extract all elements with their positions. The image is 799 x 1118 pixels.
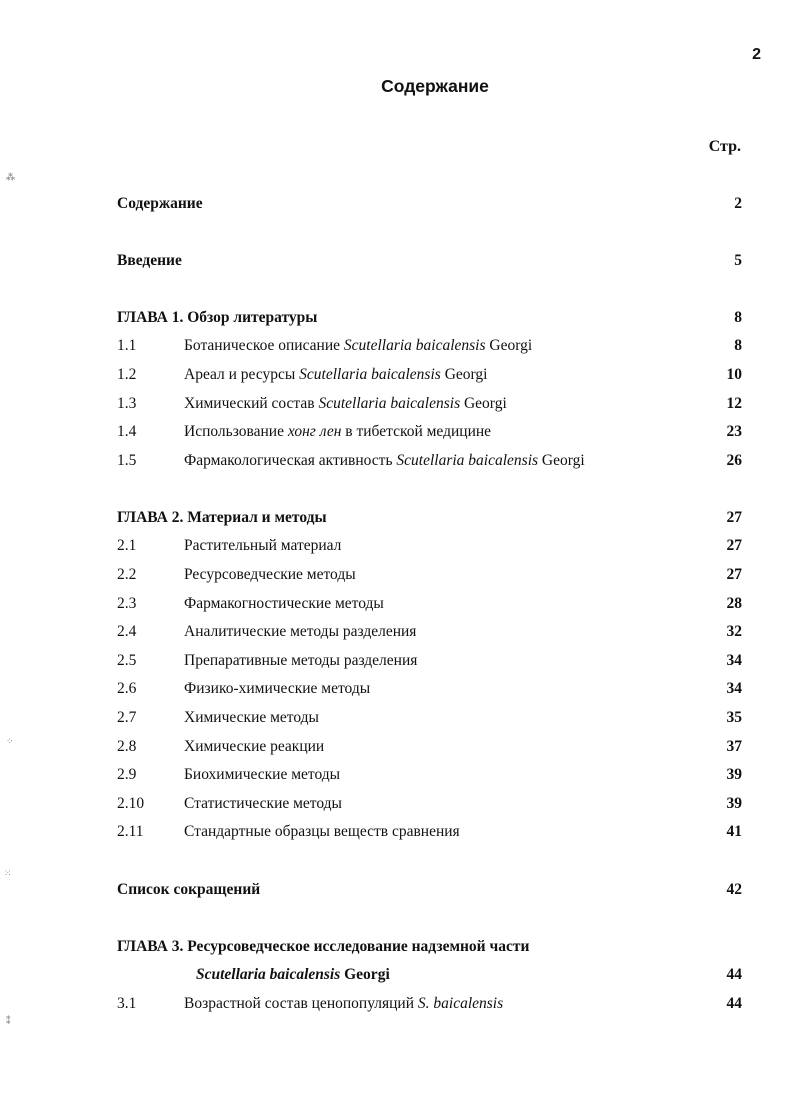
- toc-chapter-page: 8: [734, 309, 742, 326]
- toc-item-label: Химические реакции: [184, 738, 325, 755]
- toc-item-page: 34: [726, 652, 742, 669]
- toc-item-label: Биохимические методы: [184, 766, 341, 783]
- toc-item-number: 2.10: [117, 795, 145, 812]
- toc-item-2-3[interactable]: [0, 595, 799, 617]
- page-column-label: Стр.: [708, 138, 741, 155]
- scan-speck: ⁘: [6, 736, 14, 746]
- toc-item-number: 2.7: [117, 709, 137, 726]
- toc-item-number: 2.5: [117, 652, 137, 669]
- scan-speck: ⁑: [6, 1016, 11, 1026]
- toc-item-number: 2.8: [117, 738, 137, 755]
- toc-item-number: 2.11: [117, 823, 144, 840]
- toc-item-page: 26: [726, 452, 742, 469]
- toc-entry-contents[interactable]: [0, 195, 799, 217]
- toc-item-1-5[interactable]: [0, 452, 799, 474]
- toc-item-number: 1.4: [117, 423, 137, 440]
- toc-item-page: 41: [726, 823, 742, 840]
- page-number: 2: [752, 46, 761, 63]
- toc-chapter-label: ГЛАВА 2. Материал и методы: [117, 509, 327, 526]
- toc-entry-introduction[interactable]: [0, 252, 799, 274]
- toc-item-2-5[interactable]: [0, 652, 799, 674]
- toc-entry-label: Содержание: [117, 195, 203, 212]
- toc-item-1-4[interactable]: [0, 423, 799, 445]
- toc-chapter-page: 27: [726, 509, 742, 526]
- toc-item-2-9[interactable]: [0, 766, 799, 788]
- toc-entry-page: 42: [726, 881, 742, 898]
- toc-item-page: 10: [726, 366, 742, 383]
- toc-item-label: Ботаническое описание Scutellaria baicalensis Georgi: [184, 337, 533, 354]
- toc-entry-abbreviations[interactable]: [0, 881, 799, 903]
- toc-item-page: 8: [734, 337, 742, 354]
- toc-item-2-6[interactable]: [0, 680, 799, 702]
- scan-speck: ⁂: [6, 172, 15, 182]
- toc-chapter-2[interactable]: [0, 509, 799, 531]
- toc-item-label: Использование хонг лен в тибетской медицине: [184, 423, 492, 440]
- toc-item-page: 12: [726, 395, 742, 412]
- toc-item-page: 39: [726, 795, 742, 812]
- page-title: Содержание: [381, 76, 489, 96]
- toc-item-2-1[interactable]: [0, 537, 799, 559]
- toc-chapter-page: 44: [726, 966, 742, 983]
- toc-item-number: 1.1: [117, 337, 137, 354]
- toc-item-label: Ареал и ресурсы Scutellaria baicalensis Georgi: [184, 366, 488, 383]
- toc-item-label: Физико-химические методы: [184, 680, 371, 697]
- toc-item-number: 1.5: [117, 452, 137, 469]
- toc-item-number: 1.2: [117, 366, 137, 383]
- toc-item-page: 28: [726, 595, 742, 612]
- toc-item-label: Препаративные методы разделения: [184, 652, 418, 669]
- toc-chapter-label: ГЛАВА 1. Обзор литературы: [117, 309, 318, 326]
- toc-item-label: Фармакогностические методы: [184, 595, 384, 612]
- toc-item-label: Фармакологическая активность Scutellaria baicalensis Georgi: [184, 452, 585, 469]
- toc-item-page: 23: [726, 423, 742, 440]
- toc-chapter-label-continued: Scutellaria baicalensis Georgi: [196, 966, 390, 983]
- toc-item-2-7[interactable]: [0, 709, 799, 731]
- toc-item-page: 35: [726, 709, 742, 726]
- toc-item-label: Химические методы: [184, 709, 319, 726]
- toc-entry-page: 5: [734, 252, 742, 269]
- toc-item-label: Возрастной состав ценопопуляций S. baicalensis: [184, 995, 504, 1012]
- toc-entry-page: 2: [734, 195, 742, 212]
- toc-item-page: 27: [726, 537, 742, 554]
- toc-item-3-1[interactable]: [0, 995, 799, 1017]
- toc-item-1-1[interactable]: [0, 337, 799, 359]
- toc-item-number: 3.1: [117, 995, 137, 1012]
- toc-item-number: 2.3: [117, 595, 137, 612]
- toc-item-1-3[interactable]: [0, 395, 799, 417]
- toc-item-page: 27: [726, 566, 742, 583]
- toc-item-2-10[interactable]: [0, 795, 799, 817]
- toc-item-page: 39: [726, 766, 742, 783]
- toc-item-2-4[interactable]: [0, 623, 799, 645]
- toc-chapter-label: ГЛАВА 3. Ресурсоведческое исследование надземной части: [117, 938, 530, 955]
- toc-item-label: Статистические методы: [184, 795, 342, 812]
- toc-chapter-3[interactable]: [0, 938, 799, 960]
- toc-item-label: Ресурсоведческие методы: [184, 566, 356, 583]
- toc-item-number: 2.2: [117, 566, 137, 583]
- toc-item-label: Стандартные образцы веществ сравнения: [184, 823, 460, 840]
- toc-item-label: Химический состав Scutellaria baicalensis Georgi: [184, 395, 507, 412]
- toc-item-1-2[interactable]: [0, 366, 799, 388]
- toc-item-2-2[interactable]: [0, 566, 799, 588]
- toc-item-2-11[interactable]: [0, 823, 799, 845]
- scan-speck: ⁙: [4, 868, 12, 878]
- toc-item-page: 32: [726, 623, 742, 640]
- toc-chapter-1[interactable]: [0, 309, 799, 331]
- toc-item-number: 2.4: [117, 623, 137, 640]
- toc-item-page: 34: [726, 680, 742, 697]
- toc-chapter-3-line2[interactable]: [0, 966, 799, 988]
- toc-item-number: 1.3: [117, 395, 137, 412]
- toc-item-2-8[interactable]: [0, 738, 799, 760]
- toc-item-number: 2.1: [117, 537, 137, 554]
- toc-item-page: 44: [726, 995, 742, 1012]
- toc-item-label: Аналитические методы разделения: [184, 623, 417, 640]
- toc-entry-label: Список сокращений: [117, 881, 261, 898]
- toc-item-label: Растительный материал: [184, 537, 342, 554]
- toc-item-number: 2.6: [117, 680, 137, 697]
- toc-entry-label: Введение: [117, 252, 182, 269]
- toc-item-page: 37: [726, 738, 742, 755]
- toc-item-number: 2.9: [117, 766, 137, 783]
